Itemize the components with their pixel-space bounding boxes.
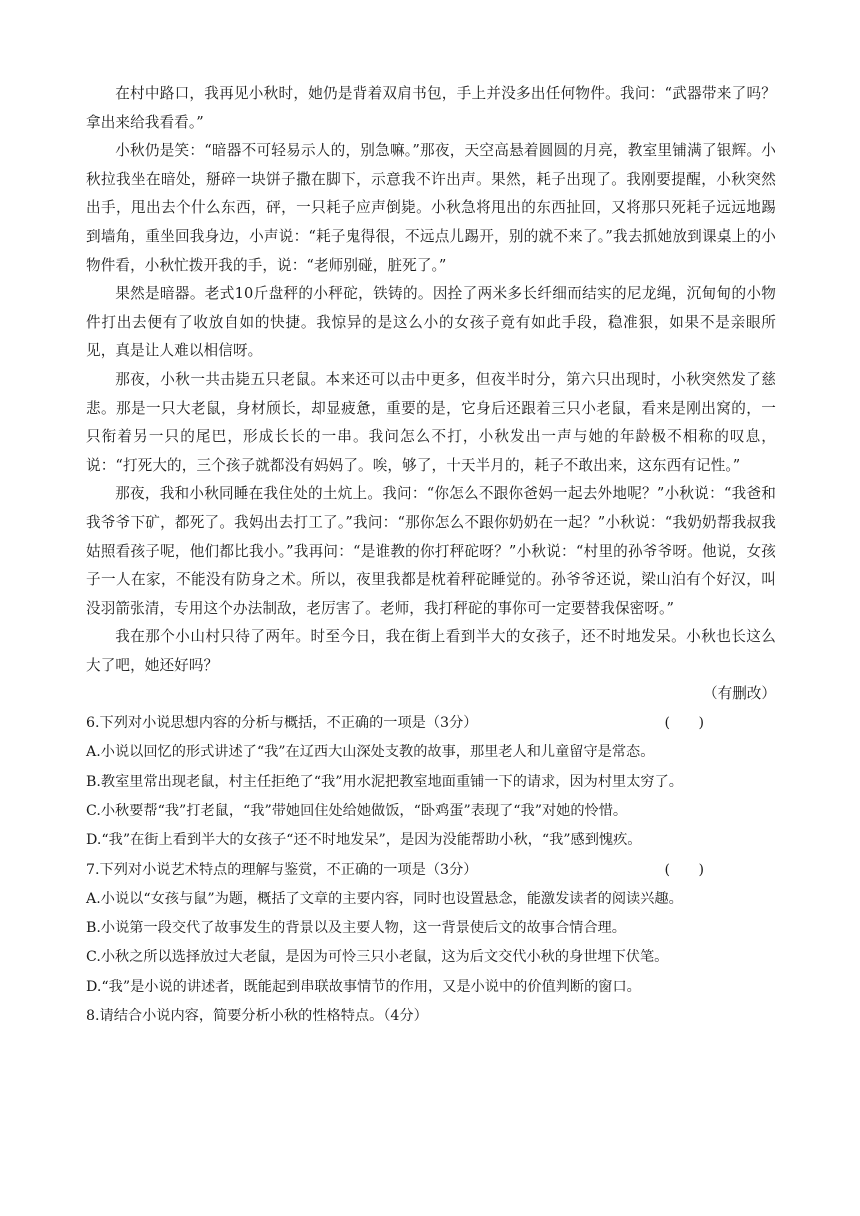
passage-paragraph: 果然是暗器。老式10斤盘秤的小秤砣，铁铸的。因拴了两米多长纤细而结实的尼龙绳，沉甸甸的小物件打出去便有了收放自如的快捷。我惊异的是这么小的女孩子竟有如此手段，稳准狠，如果不是亲眼所见，真是让人难以相信呀。 xyxy=(86,285,776,360)
question-stem: 7.下列对小说艺术特点的理解与鉴赏，不正确的一项是（3分） xyxy=(86,861,478,878)
question-7 xyxy=(86,856,776,1002)
exam-page xyxy=(86,80,776,1031)
passage-paragraph: 在村中路口，我再见小秋时，她仍是背着双肩书包，手上并没多出任何物件。我问：“武器带来了吗？拿出来给我看看。” xyxy=(86,85,776,131)
answer-blank: ( ) xyxy=(664,861,704,878)
passage-paragraph: 我在那个小山村只待了两年。时至今日，我在街上看到半大的女孩子，还不时地发呆。小秋也长这么大了吧，她还好吗？ xyxy=(86,628,776,674)
passage-paragraph: 小秋仍是笑：“暗器不可轻易示人的，别急嘛。”那夜，天空高悬着圆圆的月亮，教室里铺满了银辉。小秋拉我坐在暗处，掰碎一块饼子撒在脚下，示意我不许出声。果然，耗子出现了。我刚要提醒，小秋突然出手，甩出去个什么东西，砰，一只耗子应声倒毙。小秋急将甩出的东西扯回，又将那只死耗子远远地踢到墙角，重坐回我身边，小声说：“耗子鬼得很，不远点儿踢开，别的就不来了。”我去抓她放到课桌上的小物件看，小秋忙拨开我的手，说：“老师别碰，脏死了。” xyxy=(86,142,776,274)
option-d: D.“我”在街上看到半大的女孩子“还不时地发呆”，是因为没能帮助小秋，“我”感到愧疚。 xyxy=(86,832,642,849)
option-b: B.教室里常出现老鼠，村主任拒绝了“我”用水泥把教室地面重铺一下的请求，因为村里太穷了。 xyxy=(86,773,683,790)
answer-blank: ( ) xyxy=(664,715,704,732)
option-b: B.小说第一段交代了故事发生的背景以及主要人物，这一背景使后文的故事合情合理。 xyxy=(86,920,626,937)
option-a: A.小说以回忆的形式讲述了“我”在辽西大山深处支教的故事，那里老人和儿童留守是常态。 xyxy=(86,744,655,761)
story-passage xyxy=(86,80,776,709)
option-c: C.小秋之所以选择放过大老鼠，是因为可怜三只小老鼠，这为后文交代小秋的身世埋下伏笔。 xyxy=(86,949,669,966)
question-stem: 8.请结合小说内容，简要分析小秋的性格特点。（4分） xyxy=(86,1008,428,1025)
passage-paragraph: 那夜，小秋一共击毙五只老鼠。本来还可以击中更多，但夜半时分，第六只出现时，小秋突然发了慈悲。那是一只大老鼠，身材颀长，却显疲惫，重要的是，它身后还跟着三只小老鼠，看来是刚出窝的，一只衔着另一只的尾巴，形成长长的一串。我问怎么不打，小秋发出一声与她的年龄极不相称的叹息，说：“打死大的，三个孩子就都没有妈妈了。唉，够了，十天半月的，耗子不敢出来，这东西有记性。” xyxy=(86,370,776,474)
question-8 xyxy=(86,1002,776,1031)
question-6 xyxy=(86,709,776,855)
option-c: C.小秋要帮“我”打老鼠，“我”带她回住处给她做饭，“卧鸡蛋”表现了“我”对她的怜惜。 xyxy=(86,802,628,819)
passage-paragraph: 那夜，我和小秋同睡在我住处的土炕上。我问：“你怎么不跟你爸妈一起去外地呢？”小秋说：“我爸和我爷爷下矿，都死了。我妈出去打工了。”我问：“那你怎么不跟你奶奶在一起？”小秋说：“我奶奶帮我叔我姑照看孩子呢，他们都比我小。”我再问：“是谁教的你打秤砣呀？”小秋说：“村里的孙爷爷呀。他说，女孩子一人在家，不能没有防身之术。所以，夜里我都是枕着秤砣睡觉的。孙爷爷还说，梁山泊有个好汉，叫没羽箭张清，专用这个办法制敌，老厉害了。老师，我打秤砣的事你可一定要替我保密呀。” xyxy=(86,485,776,617)
option-a: A.小说以“女孩与鼠”为题，概括了文章的主要内容，同时也设置悬念，能激发读者的阅读兴趣。 xyxy=(86,890,683,907)
question-stem: 6.下列对小说思想内容的分析与概括，不正确的一项是（3分） xyxy=(86,715,478,732)
option-d: D.“我”是小说的讲述者，既能起到串联故事情节的作用，又是小说中的价值判断的窗口。 xyxy=(86,978,641,995)
source-note: （有删改） xyxy=(703,685,776,703)
